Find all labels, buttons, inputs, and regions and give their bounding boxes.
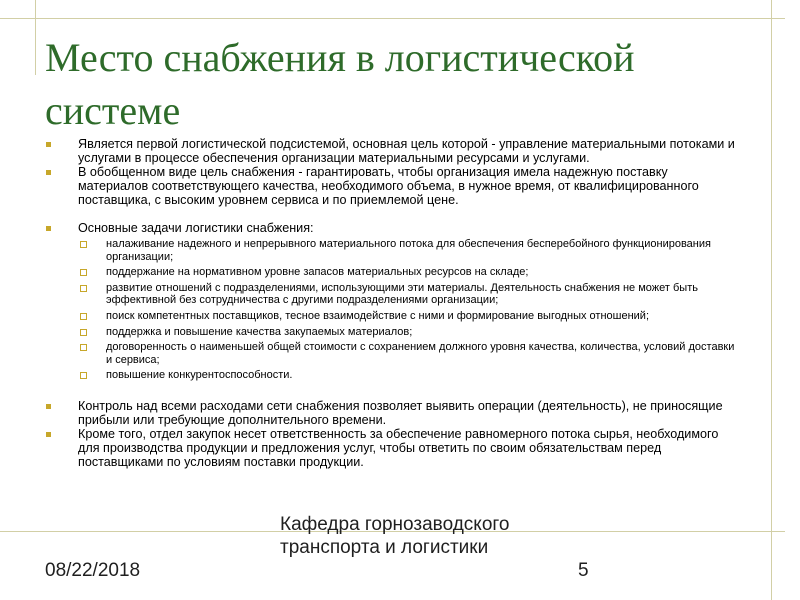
- frame-right-line: [771, 0, 772, 600]
- square-bullet-icon: [46, 142, 51, 147]
- footer-department: Кафедра горнозаводского транспорта и логистики: [280, 514, 510, 558]
- bullet-text: В обобщенном виде цель снабжения - гарантировать, чтобы организация имела надежную поставку материалов соответствующего качества, необходимого объема, в нужное время, от квалифицированного поставщика, с высоким уровнем сервиса и по приемлемой цене.: [78, 165, 699, 207]
- tasks-heading: Основные задачи логистики снабжения:: [78, 221, 314, 235]
- task-text: развитие отношений с подразделениями, использующими эти материалы. Деятельность снабжения не может быть эффективной без сотрудничества с другими подразделениями организации;: [106, 281, 698, 307]
- task-item: [38, 326, 738, 339]
- hollow-square-bullet-icon: [80, 241, 87, 248]
- task-item: [38, 238, 738, 263]
- task-text: поддержка и повышение качества закупаемых материалов;: [106, 325, 413, 338]
- hollow-square-bullet-icon: [80, 372, 87, 379]
- frame-left-line: [35, 0, 36, 75]
- footer-date: 08/22/2018: [45, 560, 141, 581]
- bullet-item: [38, 221, 738, 235]
- task-text: договоренность о наименьшей общей стоимости с сохранением должного уровня качества, количества, условий доставки и сервиса;: [106, 341, 735, 366]
- bullet-text: Контроль над всеми расходами сети снабжения позволяет выявить операции (деятельность), не приносящие прибыли или требующие дополнительного времени.: [78, 398, 723, 427]
- task-item: [38, 266, 738, 279]
- square-bullet-icon: [46, 404, 51, 409]
- task-text: поддержание на нормативном уровне запасов материальных ресурсов на складе;: [106, 266, 529, 279]
- bullet-item: [38, 165, 738, 207]
- page-number: 5: [578, 560, 589, 581]
- task-text: налаживание надежного и непрерывного материального потока для обеспечения бесперебойного функционирования организации;: [106, 238, 711, 263]
- bullet-item: [38, 427, 738, 469]
- task-text: поиск компетентных поставщиков, тесное взаимодействие с ними и формирование выгодных отношений;: [106, 309, 650, 322]
- bullet-item: [38, 399, 738, 427]
- frame-top-line: [0, 18, 785, 19]
- slide-content: [38, 137, 738, 469]
- hollow-square-bullet-icon: [80, 329, 87, 336]
- square-bullet-icon: [46, 170, 51, 175]
- task-item: [38, 310, 738, 323]
- task-item: [38, 341, 738, 366]
- task-text: повышение конкурентоспособности.: [106, 369, 293, 382]
- hollow-square-bullet-icon: [80, 269, 87, 276]
- spacer: [38, 385, 738, 399]
- task-item: [38, 282, 738, 307]
- tasks-list: [38, 238, 738, 382]
- slide-title: Место снабжения в логистической системе: [45, 35, 635, 133]
- hollow-square-bullet-icon: [80, 344, 87, 351]
- square-bullet-icon: [46, 432, 51, 437]
- bullet-text: Является первой логистической подсистемой, основная цель которой - управление материальными потоками и услугами в процессе обеспечения организации материальными ресурсами и услугами.: [78, 137, 735, 165]
- bullet-item: [38, 137, 738, 165]
- task-item: [38, 369, 738, 382]
- hollow-square-bullet-icon: [80, 285, 87, 292]
- spacer: [38, 207, 738, 221]
- bullet-text: Кроме того, отдел закупок несет ответственность за обеспечение равномерного потока сырья, необходимого для производства продукции и предложения услуг, чтобы ответить по своим обязательствам перед поставщиками по условиям поставки продукции.: [78, 426, 719, 469]
- square-bullet-icon: [46, 226, 51, 231]
- hollow-square-bullet-icon: [80, 313, 87, 320]
